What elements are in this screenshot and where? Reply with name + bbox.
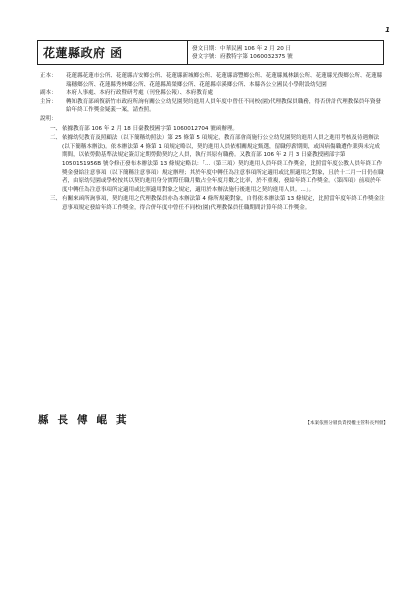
primary-recipients-text: 花蓮縣花蓮市公所、花蓮縣吉安鄉公所、花蓮縣新城鄉公所、花蓮縣壽豐鄉公所、花蓮縣鳳林鎮公所、花蓮縣光復鄉公所、花蓮縣瑞穗鄉公所、花蓮縣秀林鄉公所、花蓮縣萬榮鄉公所、花蓮縣卓溪鄉公所、本縣各公立國民小學附設幼兒園 — [66, 73, 383, 88]
document-meta — [188, 41, 383, 64]
explanation-item-number: 二、 — [50, 135, 62, 142]
explanation-label: 說明： — [40, 115, 57, 122]
page-number: 1 — [385, 26, 390, 34]
explanation-item — [40, 134, 385, 194]
explanation-item-text: 有關來函所詢事項，契約進用之代理教保員亦為本辦法第 4 條所規範對象，自得依本辦法第 13 條規定，比照當年度年終工作獎金注意事項規定發給年終工作獎金，得合併年度中曾任不同校(園)代理教保員任職期間計算年終工作獎金。 — [62, 196, 385, 211]
explanation-item — [40, 195, 385, 212]
explanation-item — [40, 125, 385, 134]
copy-recipients-label: 副本： — [40, 90, 57, 97]
primary-recipients-label: 正本： — [40, 73, 57, 79]
primary-recipients — [40, 72, 385, 89]
copy-recipients — [40, 89, 385, 98]
document-body — [40, 72, 385, 213]
issue-date: 發文日期：中華民國 106 年 2 月 20 日 — [192, 45, 292, 52]
document-title: 花蓮縣政府 函 — [38, 41, 188, 64]
explanation-item-text: 依據幼兒教育及照顧法（以下簡稱幼照法）第 25 條第 5 項規定，教育部會商施行公立幼兒園契約進用人員之進用考核及待遇辦法(以下簡稱本辦法)。依本辦法第 4 條第 1 項規定略以，契約進用人員依相關規定甄選，留職停薪期間，或因病傷職遭作業與未完成期間，以依勞動基準法規定簽訂定期勞動契約之人員，執行其原有職務。又教育部 106 年 2 月 3 日臺教授國部字第 1050151956B 號令修正發布本辦法第 13 條規定略以：「...（第三項）契約進用人員年終工作獎金，比照當年度公教人員年終工作獎金發給注意事項（以下簡稱注意事項）規定辦理；其於年度中轉任為注意事項所定適用或比照適用之對象，且於十二月一日仍在職者，由原幼兒園或學校按其以契約進用身分實際任職月數占全年度月數之比率，於不重複，發給年終工作獎金。（第四項）前項於年度中轉任為注意事項所定適用或比照適用對象之規定，適用於本辦法施行後進用之契約進用人員。...」。 — [62, 135, 384, 193]
subject-text: 轉知教育部函復新竹市政府所詢有關公立幼兒園契約進用人員年度中曾任不同校(園)代理教保員職務，得否併計代理教保員年資發給年終工作獎金疑義一案，請查照。 — [66, 98, 381, 114]
subject — [40, 98, 385, 115]
document-number: 發文字號：府教特字第 1060032375 號 — [192, 53, 293, 60]
explanation-item-number: 一、 — [50, 125, 62, 132]
explanation-item-number: 三、 — [50, 196, 62, 203]
subject-label: 主旨： — [40, 98, 57, 105]
official-signature: 縣長傅崐萁 — [38, 414, 136, 426]
authorization-note: 【本案依照分層負責授權主管科長判發】 — [305, 421, 388, 426]
explanation-item-text: 依據教育部 106 年 2 月 18 日臺教授國字第 1060012704 號函辦理。 — [62, 125, 238, 132]
document-header — [37, 40, 384, 65]
copy-recipients-text: 本府人事處、本府行政暨研考處（刊登縣公報）、本府教育處 — [66, 90, 213, 97]
signature-row — [38, 412, 388, 427]
